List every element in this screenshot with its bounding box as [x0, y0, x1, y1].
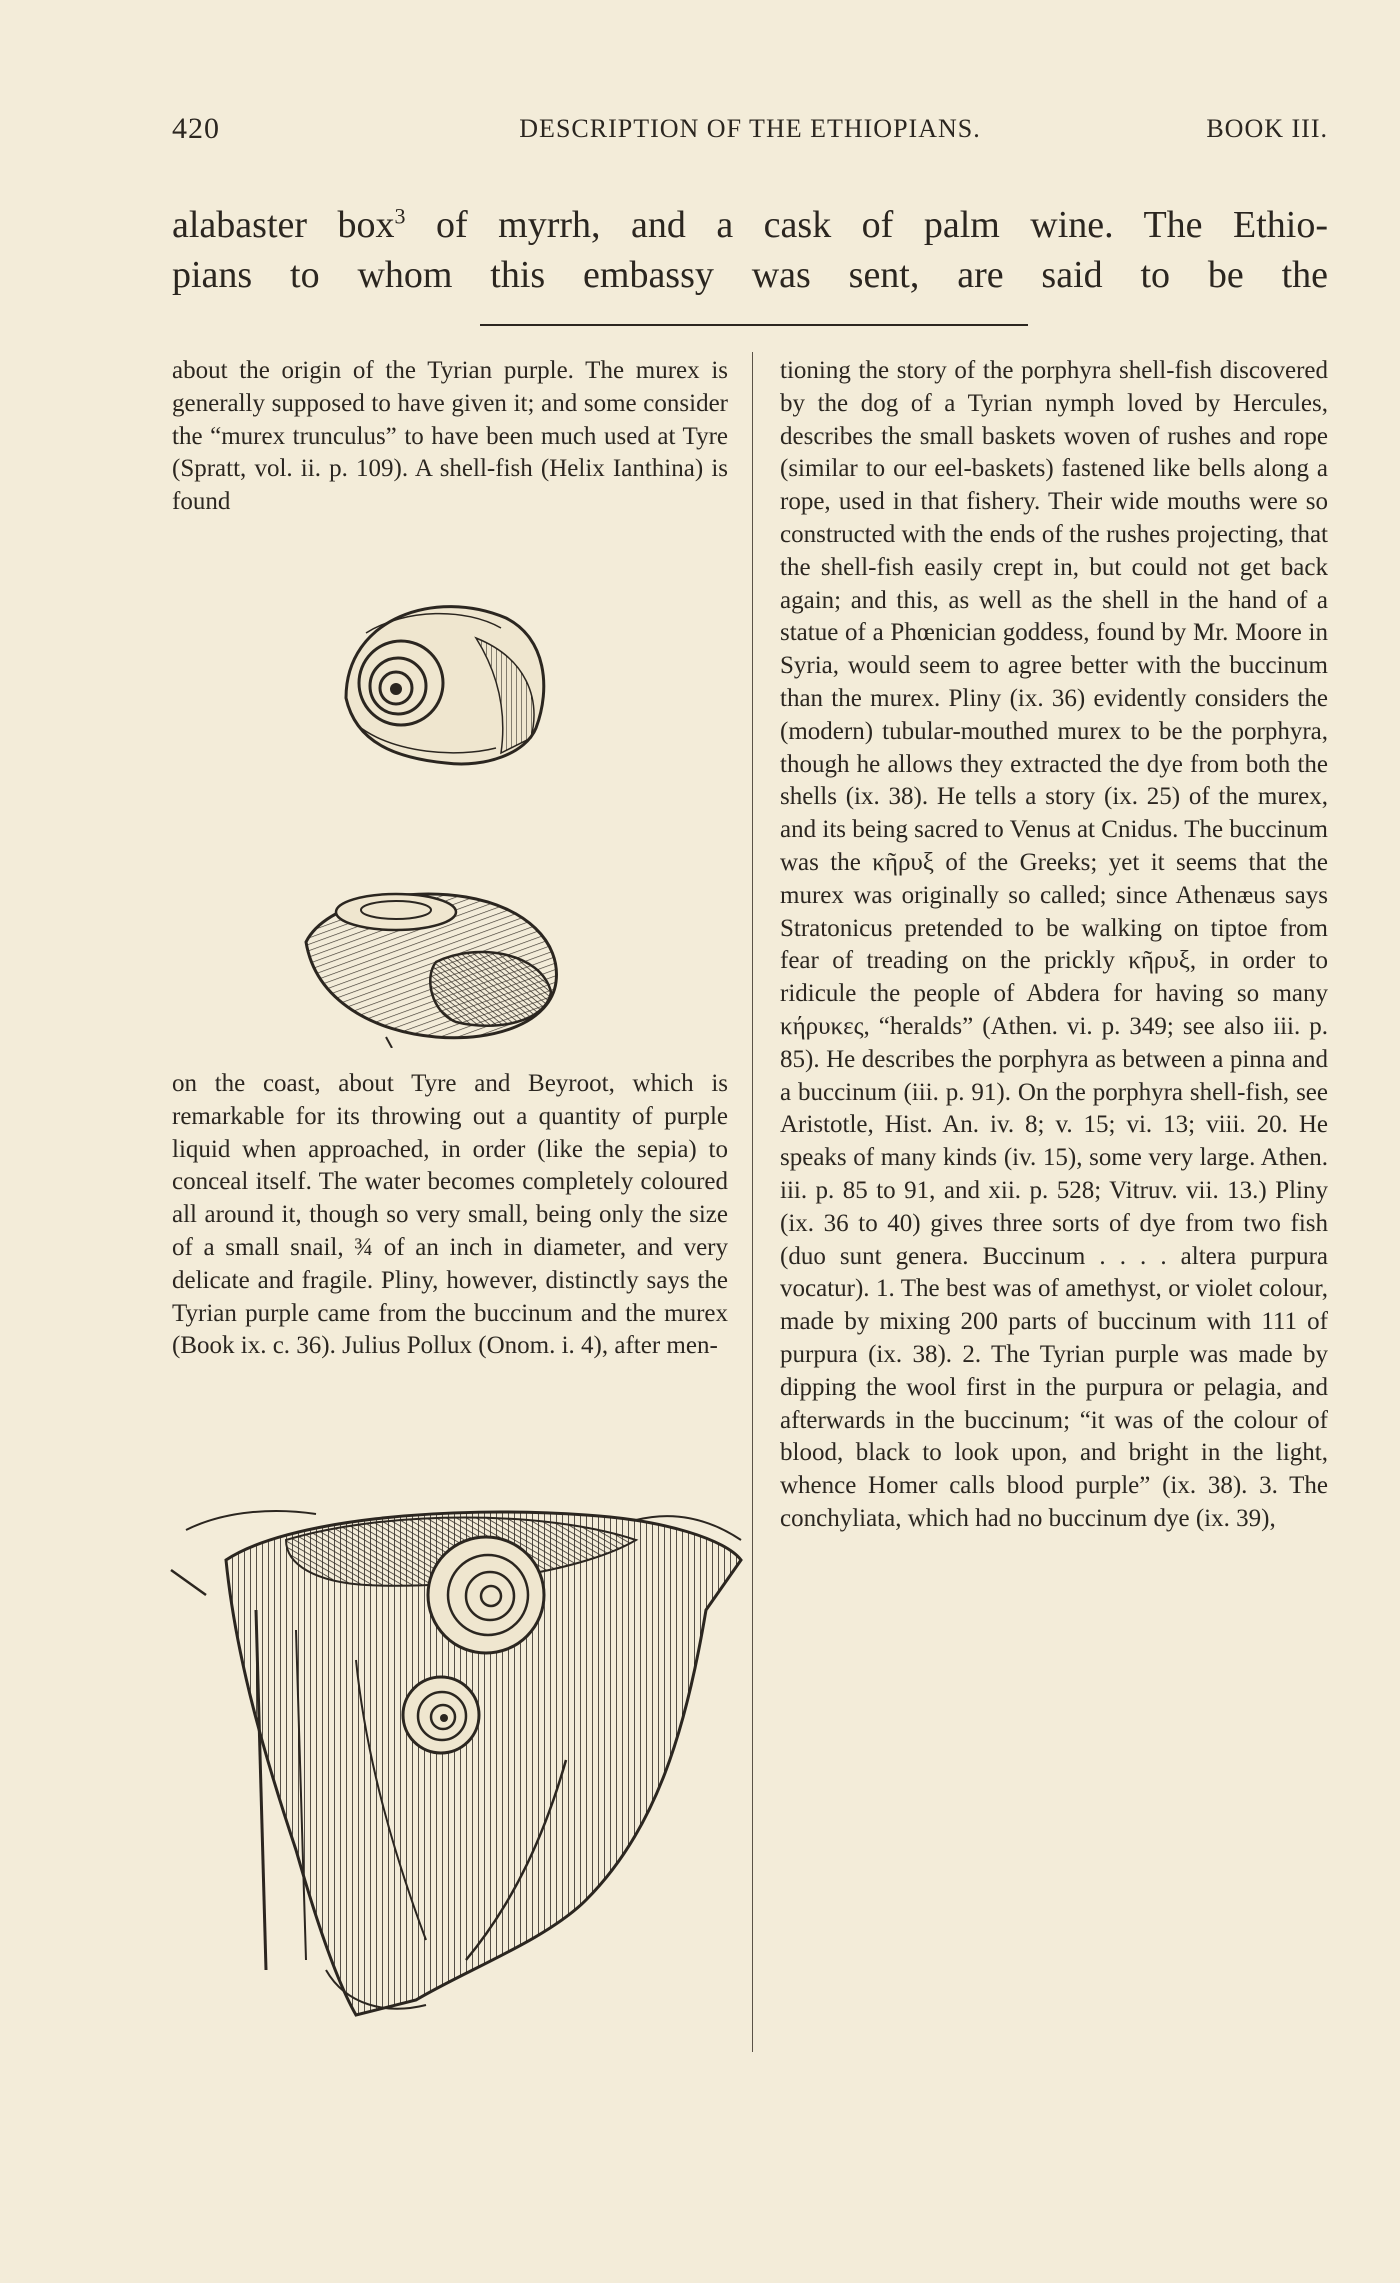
footnote-left-top: about the origin of the Tyrian purple. The murex is generally supposed to have given it; and some consider the “murex trunculus” to have been much used at Tyre (Spratt, vol. ii. p. 109). A shell-fish (Helix Ianthina) is found: [172, 357, 728, 516]
page-number: 420: [172, 112, 220, 145]
main-text-line: [172, 200, 1328, 250]
murex-illustration: [166, 1500, 748, 2020]
main-text-fragment: alabaster box: [172, 204, 395, 246]
running-title: DESCRIPTION OF THE ETHIOPIANS.: [519, 114, 981, 143]
footnote-left-bottom: on the coast, about Tyre and Beyroot, which is remarkable for its throwing out a quantity of purple liquid when approached, in order (like the sepia) to conceal itself. The water becomes completely coloured all around it, though so very small, being only the size of a small snail, ¾ of an inch in diameter, and very delicate and fragile. Pliny, however, distinctly says the Tyrian purple came from the buccinum and the murex (Book ix. c. 36). Julius Pollux (Onom. i. 4), after men-: [172, 1070, 728, 1360]
column-divider: [752, 352, 753, 2052]
footnote-marker: 3: [394, 203, 406, 229]
helix-ianthina-top-view: [326, 578, 556, 778]
book-label: BOOK III.: [1206, 114, 1328, 143]
running-head: [172, 112, 1328, 152]
murex-shell-engraving: [166, 1500, 748, 2020]
footnote-rule: [480, 324, 1028, 326]
main-text-fragment: of myrrh, and a cask of palm wine. The Ethio-: [405, 204, 1328, 246]
helix-ianthina-side-view: [296, 872, 572, 1048]
main-text: [172, 200, 1328, 300]
main-text-line: pians to whom this embassy was sent, are said to be the: [172, 254, 1328, 296]
shell-illustration-middle: [296, 872, 572, 1048]
footnote-right: tioning the story of the porphyra shell-fish discovered by the dog of a Tyrian nymph loved by Hercules, describes the small baskets woven of rushes and rope (similar to our eel-baskets) fastened like bells along a rope, used in that fishery. Their wide mouths were so constructed with the ends of the rushes projecting, that the shell-fish easily crept in, but could not get back again; and this, as well as the shell in the hand of a statue of a Phœnician goddess, found by Mr. Moore in Syria, would seem to agree better with the buccinum than the murex. Pliny (ix. 36) evidently considers the (modern) tubular-mouthed murex to be the porphyra, though he allows they extracted the dye from both the shells (ix. 38). He tells a story (ix. 25) of the murex, and its being sacred to Venus at Cnidus. The buccinum was the κῆρυξ of the Greeks; yet it seems that the murex was originally so called; since Athenæus says Stratonicus pretended to be walking on tiptoe from fear of treading on the prickly κῆρυξ, in order to ridicule the people of Abdera for having so many κήρυκες, “heralds” (Athen. vi. p. 349; see also iii. p. 85). He describes the porphyra as between a pinna and a buccinum (iii. p. 91). On the porphyra shell-fish, see Aristotle, Hist. An. iv. 8; v. 15; vi. 13; viii. 20. He speaks of many kinds (iv. 15), some very large. Athen. iii. p. 85 to 91, and xii. p. 528; Vitruv. vii. 13.) Pliny (ix. 36 to 40) gives three sorts of dye from two fish (duo sunt genera. Buccinum . . . . altera purpura vocatur). 1. The best was of amethyst, or violet colour, made by mixing 200 parts of buccinum with 111 of purpura (ix. 38). 2. The Tyrian purple was made by dipping the wool first in the purpura or pelagia, and afterwards in the buccinum; “it was of the colour of blood, black to look upon, and bright in the light, whence Homer calls blood purple” (ix. 38). 3. The conchyliata, which had no buccinum dye (ix. 39),: [780, 357, 1328, 1532]
shell-illustration-top: [326, 578, 556, 778]
